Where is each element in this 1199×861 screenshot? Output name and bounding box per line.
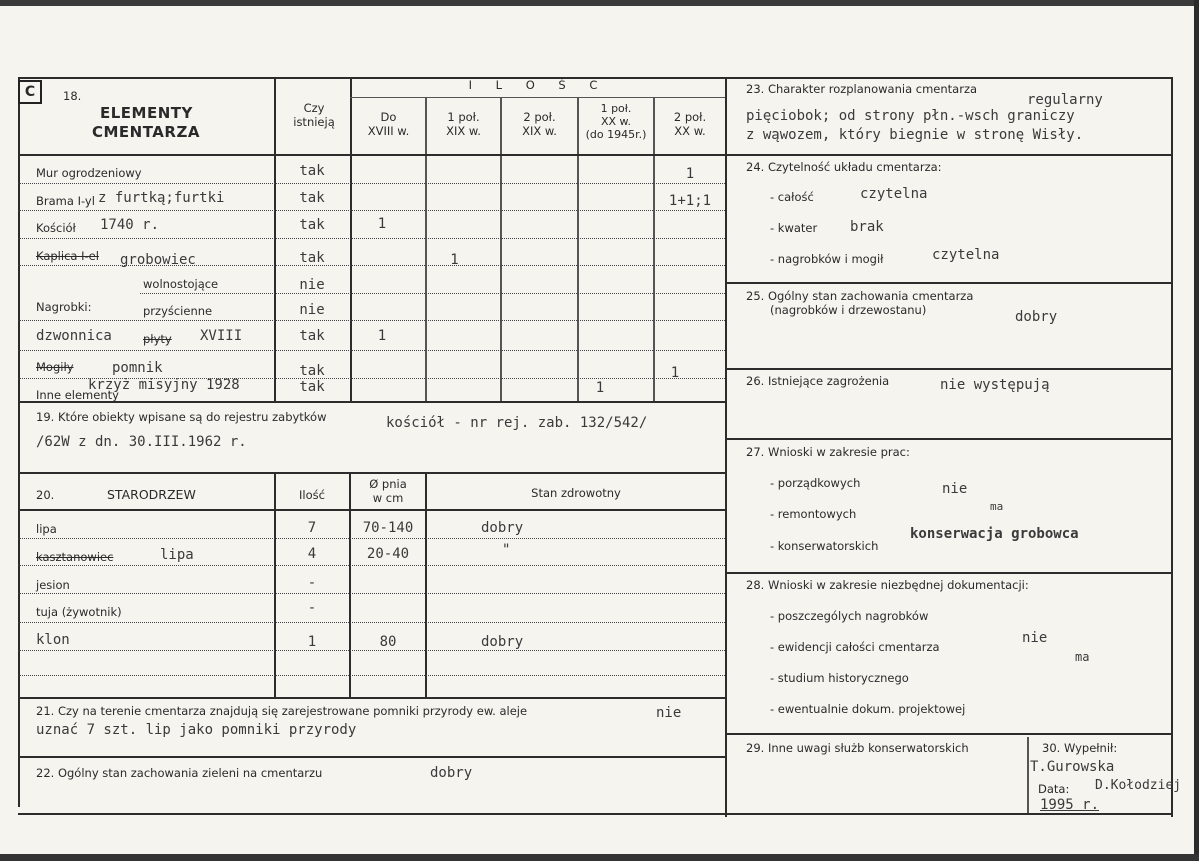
val-1-4: 1+1;1 <box>668 193 712 209</box>
val-3-1: 1 <box>450 252 459 268</box>
documentation-item-3: - ewentualnie dokum. projektowej <box>770 702 966 716</box>
readability-item-0: - całość <box>770 190 814 204</box>
condition-value: dobry <box>1015 309 1058 325</box>
row-extra-2: 1740 r. <box>100 217 160 233</box>
row-sep <box>18 183 725 184</box>
work-item-0: - porządkowych <box>770 476 861 490</box>
remarks-label: 29. Inne uwagi służb konserwatorskich <box>746 741 969 755</box>
nature-value: uznać 7 szt. lip jako pomniki przyrody <box>36 722 357 738</box>
trees-v-3 <box>425 472 427 697</box>
work-value-3: konserwacja grobowca <box>910 526 1079 542</box>
grid-v-5 <box>577 97 579 402</box>
documentation-item-2: - studium historycznego <box>770 671 909 685</box>
exists-3: tak <box>299 250 325 266</box>
work-label: 27. Wnioski w zakresie prac: <box>746 445 910 459</box>
filled-year: 1995 r. <box>1040 797 1100 813</box>
row-sep <box>18 238 725 239</box>
registry-bottom <box>18 472 725 474</box>
row-label-5: przyścienne <box>143 304 213 318</box>
trees-title: STARODRZEW <box>107 487 196 502</box>
row-sep <box>18 350 725 351</box>
filled-date-label: Data: <box>1038 782 1070 796</box>
trees-bottom <box>18 697 725 699</box>
row-sep <box>18 320 725 321</box>
condition-bottom <box>725 368 1173 370</box>
tree-qty-0: 7 <box>307 520 317 536</box>
col-header-3: 1 poł. XX w. (do 1945r.) <box>585 102 647 141</box>
layout-value-1: regularny <box>1027 92 1103 108</box>
val-7-4: 1 <box>670 365 680 381</box>
row-label-0: Mur ogrodzeniowy <box>36 166 142 180</box>
tree-name-3: tuja (żywotnik) <box>36 605 122 619</box>
row-extra2-6: XVIII <box>200 328 243 344</box>
tree-qty-2: - <box>307 575 317 591</box>
work-bottom <box>725 572 1173 574</box>
exists-8: tak <box>299 379 325 395</box>
val-6-0: 1 <box>377 328 387 344</box>
trees-v-2 <box>349 472 351 697</box>
exists-2: tak <box>299 217 325 233</box>
grid-header-bottom <box>18 154 725 156</box>
grid-bottom <box>18 401 725 403</box>
threats-label: 26. Istniejące zagrożenia <box>746 374 890 388</box>
grid-v-4 <box>500 97 502 402</box>
row-label-8: Inne elementy <box>36 388 119 402</box>
greenery-label: 22. Ogólny stan zachowania zieleni na cmentarzu <box>36 766 323 780</box>
row-extra-3: grobowiec <box>120 252 196 268</box>
nature-label: 21. Czy na terenie cmentarza znajdują się zarejestrowane pomniki przyrody ew. aleje <box>36 704 528 718</box>
row-sep <box>18 210 725 211</box>
tree-diam-1: 20-40 <box>366 546 410 562</box>
row-label-6: płyty <box>143 332 172 346</box>
tree-qty-4: 1 <box>307 634 317 650</box>
row-label-2: Kościół <box>36 221 76 235</box>
trees-header-bottom <box>18 509 725 511</box>
tree-row-sep <box>18 538 725 539</box>
tree-row-sep <box>18 565 725 566</box>
tree-name-4: klon <box>36 632 70 648</box>
readability-bottom <box>725 282 1173 284</box>
card-bottom-edge <box>0 854 1199 861</box>
readability-label: 24. Czytelność układu cmentarza: <box>746 160 942 174</box>
filled-divider <box>1027 737 1029 815</box>
row-label-3: Kaplica I-el <box>36 249 99 263</box>
tree-health-1: " <box>502 542 511 558</box>
frame-middle-line <box>725 77 727 817</box>
layout-value-3: z wąwozem, który biegnie w stronę Wisły. <box>746 127 1084 143</box>
row-extra-6: dzwonnica <box>36 328 112 344</box>
ilosc-header: I L O Ś C <box>468 78 608 92</box>
work-value-2: ma <box>990 500 1004 513</box>
col-header-1: 1 poł. XIX w. <box>446 110 481 138</box>
grid-v-1 <box>274 77 276 402</box>
work-item-2: - konserwatorskich <box>770 539 879 553</box>
trees-col-diam: Ø pnia w cm <box>369 477 407 505</box>
nagrobki-label: Nagrobki: <box>36 300 92 314</box>
col-header-2: 2 poł. XIX w. <box>522 110 557 138</box>
tree-health-4: dobry <box>481 634 524 650</box>
exists-0: tak <box>299 163 325 179</box>
section-letter-box: C <box>18 80 42 104</box>
row-label-4: wolnostojące <box>143 277 219 291</box>
card-top-edge <box>0 0 1199 6</box>
tree-row-sep <box>18 650 725 651</box>
nature-bottom <box>18 756 725 758</box>
tree-qty-3: - <box>307 600 317 616</box>
row-sep <box>140 293 725 294</box>
col-header-0: Do XVIII w. <box>367 110 410 138</box>
col-header-4: 2 poł. XX w. <box>673 110 707 138</box>
readability-value-2: czytelna <box>932 247 1000 263</box>
tree-name-2: jesion <box>36 578 70 592</box>
documentation-value-2: ma <box>1075 650 1090 664</box>
card-right-edge <box>1194 0 1199 861</box>
work-value-1: nie <box>942 481 968 497</box>
layout-label: 23. Charakter rozplanowania cmentarza <box>746 82 978 96</box>
tree-row-sep <box>18 593 725 594</box>
nature-answer: nie <box>656 705 682 721</box>
registry-value-1: kościół - nr rej. zab. 132/542/ <box>386 415 648 431</box>
readability-value-1: brak <box>850 219 884 235</box>
readability-item-1: - kwater <box>770 221 818 235</box>
readability-item-2: - nagrobków i mogił <box>770 252 884 266</box>
exists-1: tak <box>299 190 325 206</box>
val-2-0: 1 <box>377 216 387 232</box>
tree-qty-1: 4 <box>307 546 317 562</box>
threats-bottom <box>725 438 1173 440</box>
greenery-value: dobry <box>430 765 473 781</box>
trees-number: 20. <box>36 488 55 502</box>
grid-v-3 <box>425 97 427 402</box>
tree-extra-1: lipa <box>160 547 194 563</box>
documentation-item-0: - poszczególych nagrobków <box>770 609 929 623</box>
filled-name-2: D.Kołodziej <box>1095 778 1182 793</box>
frame-right-line <box>1171 77 1173 817</box>
row-extra-1: z furtką;furtki <box>98 190 225 206</box>
row-label-7: Mogiły <box>36 360 74 374</box>
tree-health-0: dobry <box>481 520 524 536</box>
filled-name-1: T.Gurowska <box>1030 759 1115 775</box>
layout-bottom <box>725 154 1173 156</box>
documentation-bottom <box>725 733 1173 735</box>
val-0-4: 1 <box>685 166 695 182</box>
documentation-value-1: nie <box>1022 630 1048 646</box>
registry-value-2: /62W z dn. 30.III.1962 r. <box>36 434 247 450</box>
elements-title-2: CMENTARZA <box>92 123 200 141</box>
tree-row-sep <box>18 622 725 623</box>
filled-label: 30. Wypełnił: <box>1042 741 1118 755</box>
exists-6: tak <box>299 328 325 344</box>
val-8-3: 1 <box>595 380 605 396</box>
elements-title-1: ELEMENTY <box>100 104 193 122</box>
condition-label-2: (nagrobków i drzewostanu) <box>770 303 927 317</box>
readability-value-0: czytelna <box>860 186 928 202</box>
row-extra-7: pomnik <box>112 360 163 376</box>
remarks-bottom <box>725 813 1173 815</box>
exists-7: tak <box>299 363 325 379</box>
exists-header: Czy istnieją <box>293 101 335 129</box>
grid-v-6 <box>653 97 655 402</box>
greenery-bottom <box>18 813 725 815</box>
documentation-label: 28. Wnioski w zakresie niezbędnej dokumentacji: <box>746 578 1029 592</box>
trees-col-qty: Ilość <box>299 488 325 502</box>
tree-name-1: kasztanowiec <box>36 550 114 564</box>
elements-number: 18. <box>63 89 82 103</box>
exists-5: nie <box>299 302 325 318</box>
registry-label: 19. Które obiekty wpisane są do rejestru zabytków <box>36 410 327 424</box>
threats-value: nie występują <box>940 377 1050 393</box>
condition-label-1: 25. Ogólny stan zachowania cmentarza <box>746 289 974 303</box>
ilosc-underline <box>350 97 725 98</box>
tree-name-0: lipa <box>36 522 57 536</box>
work-item-1: - remontowych <box>770 507 857 521</box>
tree-diam-0: 70-140 <box>362 520 414 536</box>
row-extra-8: krzyż misyjny 1928 <box>88 377 240 393</box>
trees-col-health: Stan zdrowotny <box>531 486 621 500</box>
documentation-item-1: - ewidencji całości cmentarza <box>770 640 940 654</box>
layout-value-2: pięciobok; od strony płn.-wsch graniczy <box>746 108 1075 124</box>
row-label-1: Brama I-yl <box>36 194 95 208</box>
exists-4: nie <box>299 277 325 293</box>
tree-row-sep <box>18 675 725 676</box>
tree-diam-4: 80 <box>379 634 397 650</box>
